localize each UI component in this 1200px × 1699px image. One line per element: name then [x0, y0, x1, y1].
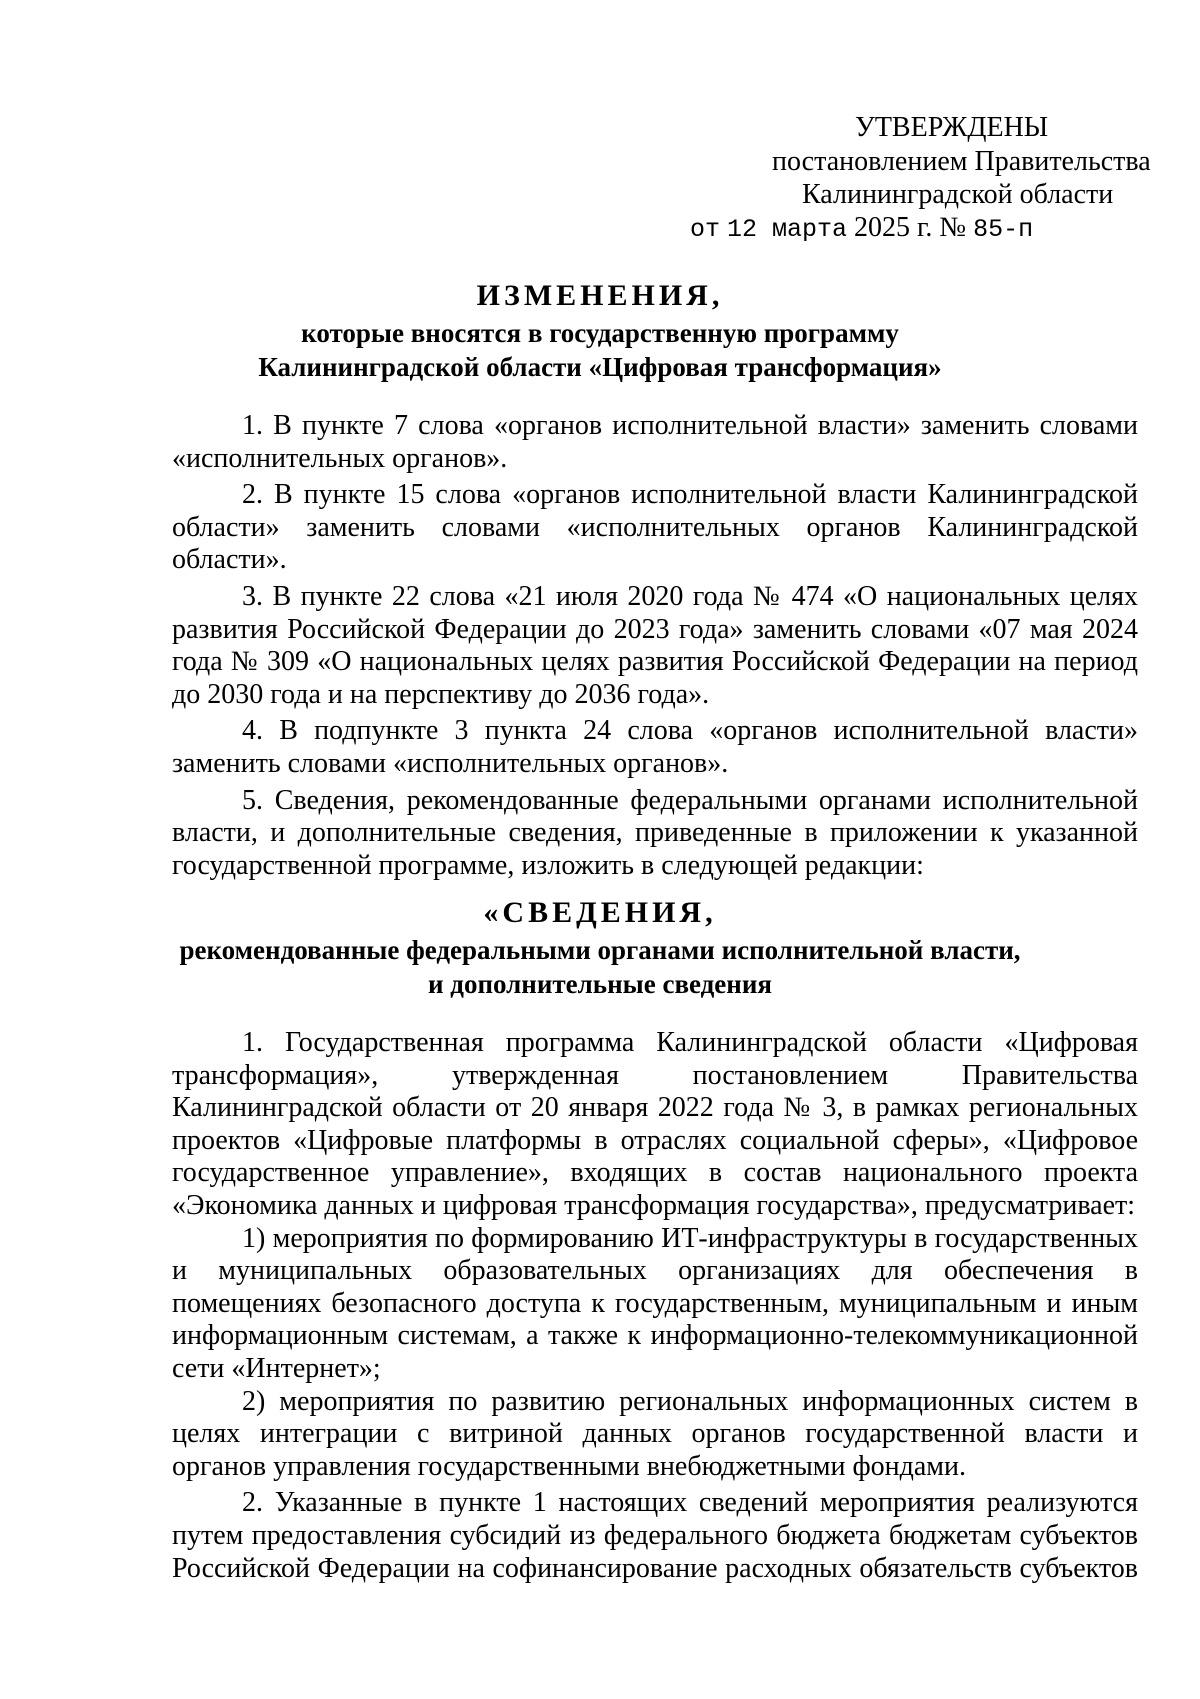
decree-number: 85-п — [973, 215, 1034, 244]
info-title — [0, 893, 1200, 1001]
document-title — [0, 276, 1200, 384]
approved-heading: УТВЕРЖДЕНЫ — [855, 112, 1049, 143]
approved-region: Калининградской области — [802, 179, 1114, 210]
number-sign: № — [939, 212, 967, 243]
date-day-month: 12 марта — [727, 215, 848, 244]
info-paragraphs — [172, 1027, 1138, 1585]
change-item-3: 3. В пункте 22 слова «21 июля 2020 года № 474 «О национальных целях развития Российской Федерации до 2023 года» заменить словами «07 мая 2024 года № 309 «О национальных целях развития Российской Федерации на период до 2030 года и на перспективу до 2036 года». — [172, 580, 1138, 710]
change-item-1: 1. В пункте 7 слова «органов исполнительной власти» заменить словами «исполнительных органов». — [172, 410, 1138, 474]
date-year: 2025 г. — [854, 212, 933, 243]
title-main: ИЗМЕНЕНИЯ, — [476, 279, 724, 312]
approval-stamp — [690, 108, 1150, 248]
info-paragraph-1: 1. Государственная программа Калининградской области «Цифровая трансформация», утвержденная постановлением Правительства Калининградской области от 20 января 2022 года № 3, в рамках региональных проектов «Цифровые платформы в отраслях социальной сферы», «Цифровое государственное управление», входящих в состав национального проекта «Экономика данных и цифровая трансформация государства», предусматривает: — [172, 1027, 1138, 1221]
date-prefix: от — [690, 215, 721, 244]
change-item-4: 4. В подпункте 3 пункта 24 слова «органов исполнительной власти» заменить словами «исполнительных органов». — [172, 715, 1138, 779]
change-item-5: 5. Сведения, рекомендованные федеральными органами исполнительной власти, и дополнительные сведения, приведенные в приложении к указанной государственной программе, изложить в следующей редакции: — [172, 784, 1138, 881]
approval-date-line — [690, 212, 1033, 244]
approved-by-decree: постановлением Правительства — [772, 146, 1151, 177]
info-title-line-1: рекомендованные федеральными органами исполнительной власти, — [179, 935, 1021, 965]
changes-list — [172, 410, 1138, 882]
change-item-2: 2. В пункте 15 слова «органов исполнительной власти Калининградской области» заменить словами «исполнительных органов Калининградской области». — [172, 479, 1138, 576]
title-line-1: которые вносятся в государственную программу — [301, 318, 899, 348]
info-paragraph-3: 2) мероприятия по развитию региональных информационных систем в целях интеграции с витриной данных органов государственной власти и органов управления государственными внебюджетными фондами. — [172, 1385, 1138, 1482]
title-line-2: Калининградской области «Цифровая трансформация» — [258, 352, 942, 382]
info-paragraph-4: 2. Указанные в пункте 1 настоящих сведений мероприятия реализуются путем предоставления субсидий из федерального бюджета бюджетам субъектов Российской Федерации на софинансирование расходных обязательств субъектов — [172, 1487, 1138, 1584]
info-title-main: «СВЕДЕНИЯ, — [483, 896, 717, 929]
info-paragraph-2: 1) мероприятия по формированию ИТ-инфраструктуры в государственных и муниципальных образовательных организациях для обеспечения в помещениях безопасного доступа к государственным, муниципальным и иным информационным системам, а также к информационно-телекоммуникационной сети «Интернет»; — [172, 1222, 1138, 1384]
info-title-line-2: и дополнительные сведения — [427, 969, 773, 999]
